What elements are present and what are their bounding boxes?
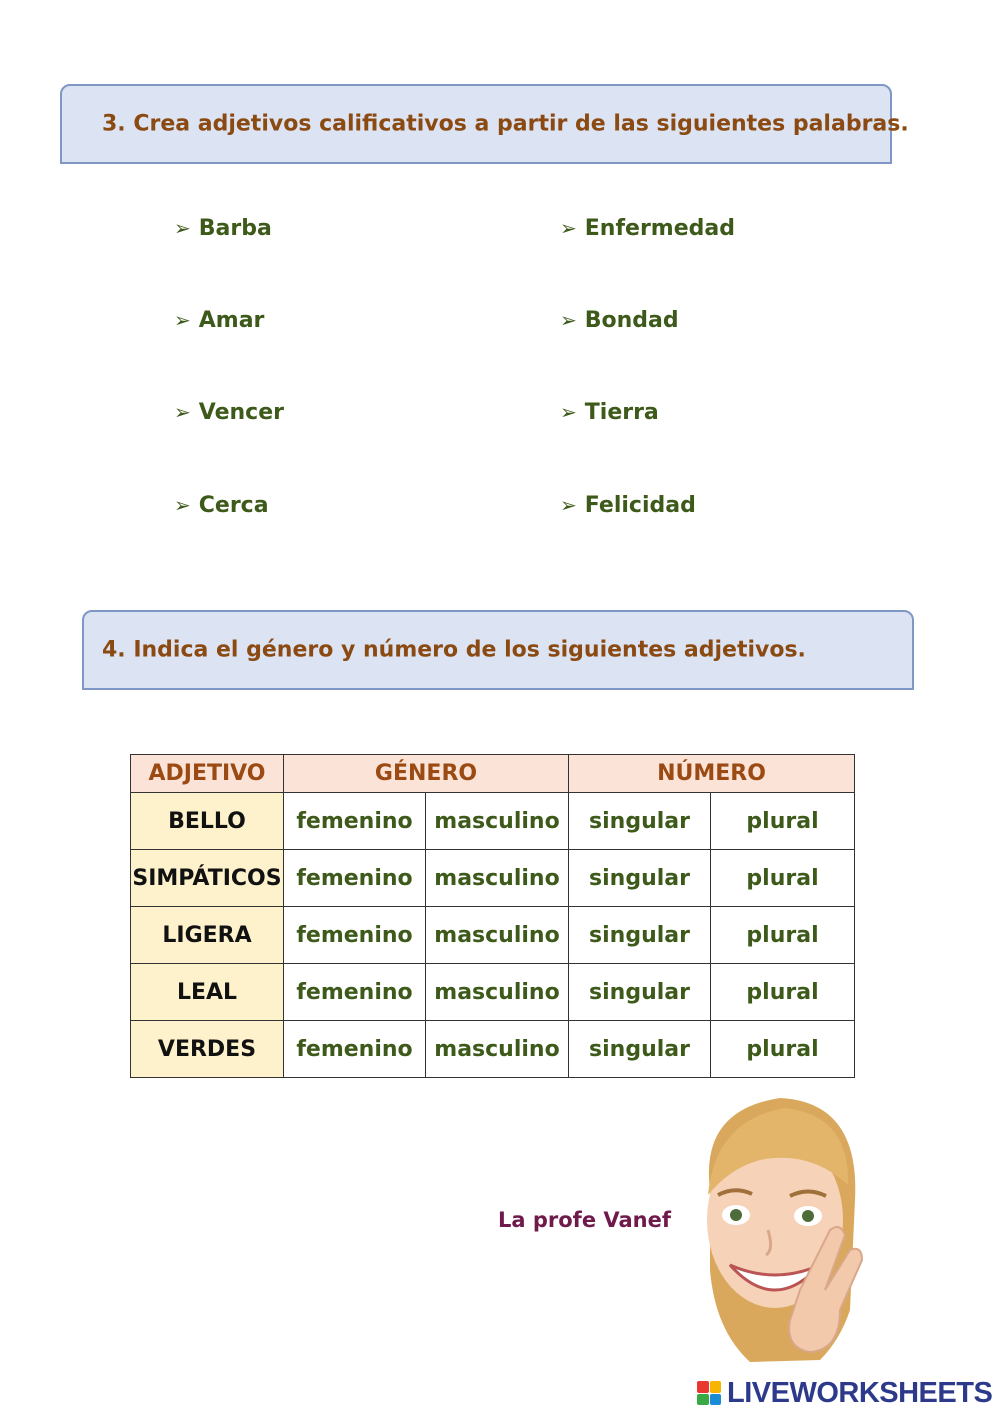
adjective-cell: VERDES [131,1021,284,1078]
word-label: Enfermedad [584,216,735,241]
option-femenino[interactable]: femenino [284,850,426,907]
word-label: Amar [198,308,265,333]
adjective-cell: BELLO [131,793,284,850]
option-masculino[interactable]: masculino [426,1021,569,1078]
arrow-bullet-icon: ➢ [560,216,577,240]
option-singular[interactable]: singular [569,1021,711,1078]
word-item [560,400,659,425]
option-femenino[interactable]: femenino [284,793,426,850]
word-label: Tierra [584,400,659,425]
table-header-row [131,755,855,793]
word-label: Bondad [584,308,679,333]
exercise-4-banner [82,610,914,690]
table-row [131,850,855,907]
word-item [174,493,269,518]
option-femenino[interactable]: femenino [284,1021,426,1078]
option-singular[interactable]: singular [569,793,711,850]
liveworksheets-logo-text: LIVEWORKSHEETS [727,1376,993,1409]
option-femenino[interactable]: femenino [284,907,426,964]
word-item [560,216,735,241]
table-row [131,964,855,1021]
option-plural[interactable]: plural [711,850,855,907]
arrow-bullet-icon: ➢ [560,400,577,424]
option-plural[interactable]: plural [711,793,855,850]
word-label: Felicidad [584,493,696,518]
gender-number-table [130,754,855,1078]
header-numero: NÚMERO [569,755,855,793]
word-label: Barba [198,216,272,241]
arrow-bullet-icon: ➢ [174,400,191,424]
option-plural[interactable]: plural [711,1021,855,1078]
option-masculino[interactable]: masculino [426,850,569,907]
exercise-3-banner [60,84,909,164]
liveworksheets-logo [697,1376,992,1410]
arrow-bullet-icon: ➢ [174,216,191,240]
header-adjetivo: ADJETIVO [131,755,284,793]
exercise-3-title: 3. Crea adjetivos calificativos a partir de las siguientes palabras. [102,111,909,137]
option-singular[interactable]: singular [569,964,711,1021]
teacher-signature: La profe Vanef [498,1208,671,1232]
word-item [174,216,272,241]
adjective-cell: SIMPÁTICOS [131,850,284,907]
word-item [560,493,696,518]
table-row [131,793,855,850]
teacher-avatar-image [690,1090,870,1370]
word-item [174,400,284,425]
word-label: Cerca [198,493,269,518]
option-singular[interactable]: singular [569,907,711,964]
arrow-bullet-icon: ➢ [560,308,577,332]
option-masculino[interactable]: masculino [426,793,569,850]
word-item [174,308,264,333]
word-item [560,308,679,333]
word-label: Vencer [198,400,284,425]
option-femenino[interactable]: femenino [284,964,426,1021]
adjective-cell: LIGERA [131,907,284,964]
adjective-cell: LEAL [131,964,284,1021]
option-singular[interactable]: singular [569,850,711,907]
option-masculino[interactable]: masculino [426,907,569,964]
liveworksheets-logo-icon [697,1381,721,1405]
header-genero: GÉNERO [284,755,569,793]
table-row [131,907,855,964]
exercise-4-title: 4. Indica el género y número de los siguientes adjetivos. [102,637,806,663]
option-plural[interactable]: plural [711,964,855,1021]
arrow-bullet-icon: ➢ [560,493,577,517]
table-row [131,1021,855,1078]
option-masculino[interactable]: masculino [426,964,569,1021]
arrow-bullet-icon: ➢ [174,308,191,332]
arrow-bullet-icon: ➢ [174,493,191,517]
option-plural[interactable]: plural [711,907,855,964]
